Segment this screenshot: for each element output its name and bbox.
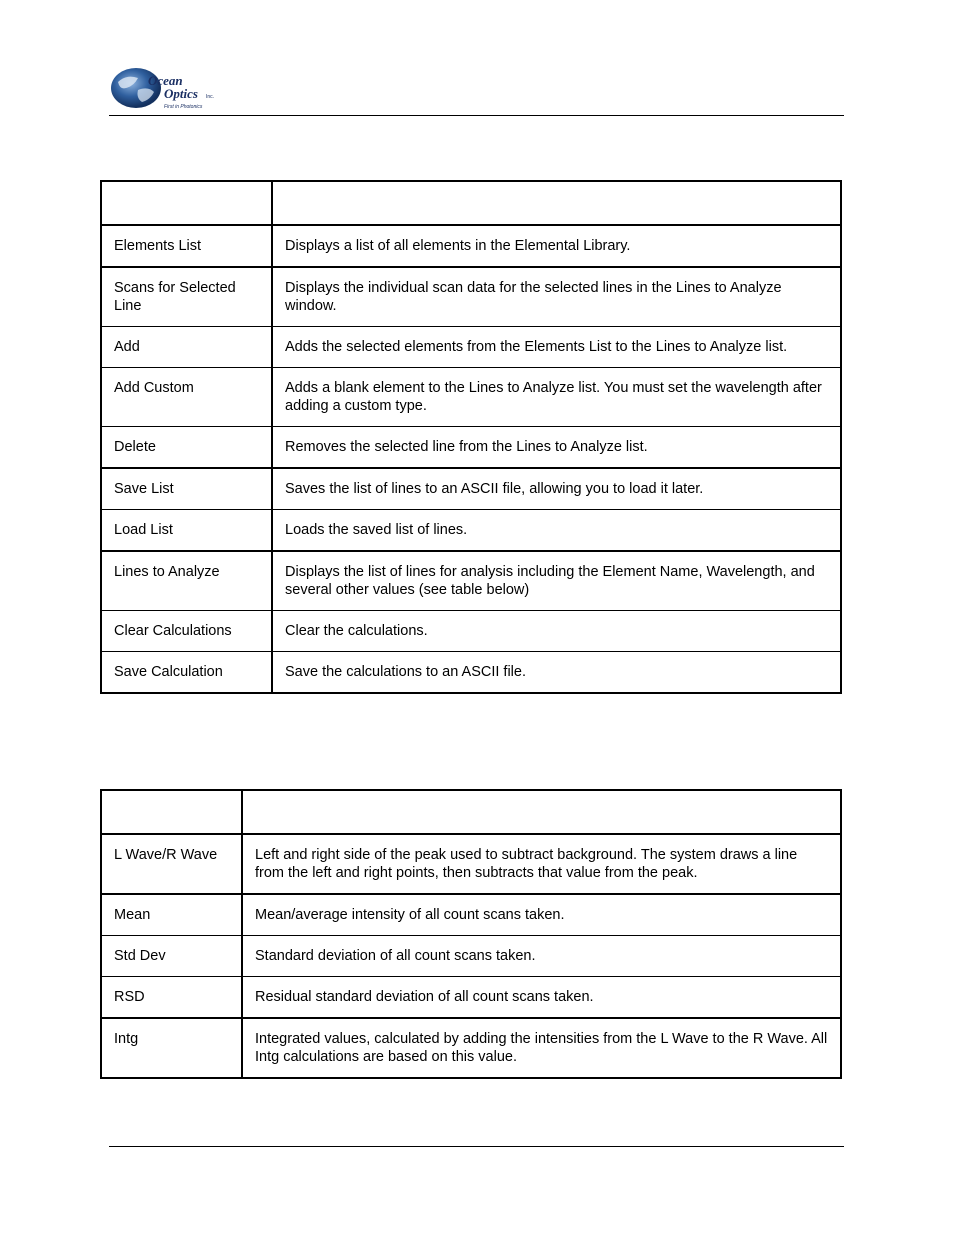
svg-text:Optics: Optics: [164, 86, 198, 101]
table-row: [101, 834, 841, 894]
table-row: [101, 327, 841, 368]
table-row: [101, 977, 841, 1019]
description-cell: Clear the calculations.: [285, 623, 428, 639]
svg-text:First in Photonics: First in Photonics: [164, 104, 203, 110]
table-header-row: [101, 181, 841, 225]
term-cell: Add Custom: [114, 380, 194, 396]
description-cell: Residual standard deviation of all count scans taken.: [255, 989, 594, 1005]
svg-text:Ocean: Ocean: [148, 73, 183, 88]
term-cell: Scans for Selected Line: [114, 280, 236, 314]
description-cell: Loads the saved list of lines.: [285, 522, 468, 538]
header-divider: [109, 115, 844, 116]
term-cell: Lines to Analyze: [114, 564, 220, 580]
table-row: [101, 936, 841, 977]
controls-table: [100, 180, 842, 694]
description-cell: Displays the list of lines for analysis including the Element Name, Wavelength, and several other values (see table below): [285, 564, 815, 598]
term-cell: Load List: [114, 522, 173, 538]
description-cell: Save the calculations to an ASCII file.: [285, 664, 526, 680]
header-cell: [101, 181, 272, 225]
description-cell: Standard deviation of all count scans taken.: [255, 948, 536, 964]
header-cell: [242, 790, 841, 834]
table-row: [101, 551, 841, 611]
globe-logo-icon: [108, 64, 224, 114]
description-cell: Saves the list of lines to an ASCII file, allowing you to load it later.: [285, 481, 704, 497]
term-cell: L Wave/R Wave: [114, 847, 218, 863]
table-header-row: [101, 790, 841, 834]
description-cell: Mean/average intensity of all count scans taken.: [255, 907, 565, 923]
table-row: [101, 468, 841, 510]
description-cell: Displays a list of all elements in the Elemental Library.: [285, 238, 631, 254]
table-row: [101, 427, 841, 469]
description-cell: Integrated values, calculated by adding the intensities from the L Wave to the R Wave. All Intg calculations are based on this value.: [255, 1031, 828, 1065]
table-row: [101, 225, 841, 267]
footer-divider: [109, 1146, 844, 1147]
svg-text:Inc.: Inc.: [206, 94, 215, 100]
term-cell: Intg: [114, 1031, 139, 1047]
table-row: [101, 368, 841, 427]
term-cell: Delete: [114, 439, 156, 455]
header-cell: [101, 790, 242, 834]
term-cell: RSD: [114, 989, 145, 1005]
description-cell: Displays the individual scan data for the selected lines in the Lines to Analyze window.: [285, 280, 782, 314]
table-row: [101, 611, 841, 652]
calculation-columns-table: [100, 789, 842, 1079]
company-logo: [108, 64, 224, 114]
table-row: [101, 652, 841, 694]
description-cell: Removes the selected line from the Lines to Analyze list.: [285, 439, 648, 455]
term-cell: Add: [114, 339, 140, 355]
header-cell: [272, 181, 841, 225]
table-row: [101, 1018, 841, 1078]
term-cell: Save List: [114, 481, 174, 497]
table-row: [101, 510, 841, 552]
term-cell: Std Dev: [114, 948, 166, 964]
term-cell: Save Calculation: [114, 664, 223, 680]
term-cell: Elements List: [114, 238, 202, 254]
table-row: [101, 267, 841, 327]
table-row: [101, 894, 841, 936]
description-cell: Adds the selected elements from the Elements List to the Lines to Analyze list.: [285, 339, 788, 355]
term-cell: Mean: [114, 907, 151, 923]
description-cell: Left and right side of the peak used to subtract background. The system draws a line from the left and right points, then subtracts that value from the peak.: [255, 847, 798, 881]
term-cell: Clear Calculations: [114, 623, 232, 639]
description-cell: Adds a blank element to the Lines to Analyze list. You must set the wavelength after adding a custom type.: [285, 380, 822, 414]
